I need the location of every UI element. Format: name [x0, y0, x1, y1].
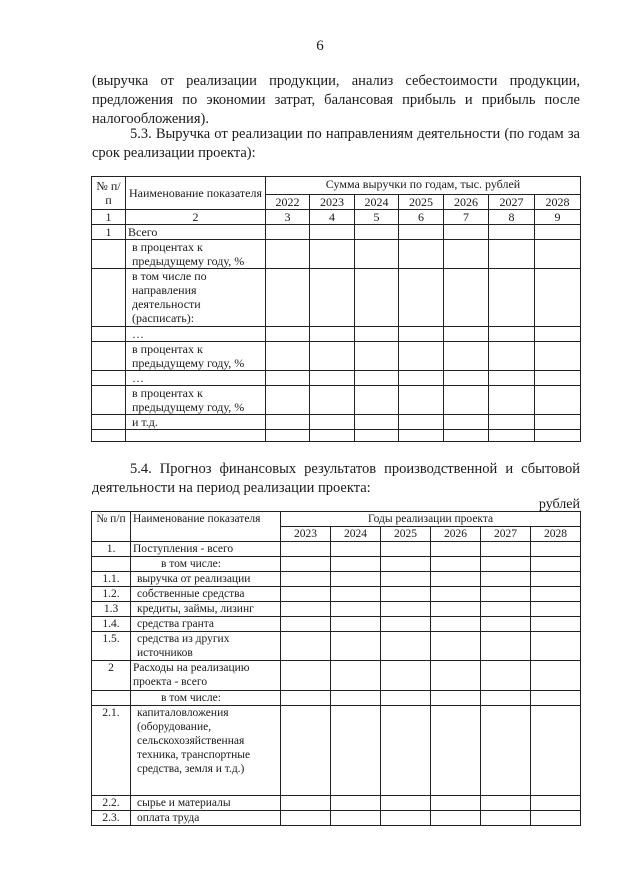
table-row	[92, 386, 581, 415]
row-num: 1.5.	[92, 632, 131, 661]
section-5-4-heading: 5.4. Прогноз финансовых результатов производственной и сбытовой деятельности на период реализации проекта:	[92, 461, 580, 496]
table-row	[92, 587, 581, 602]
row-num	[92, 240, 126, 269]
year-cell: 2024	[355, 195, 399, 210]
colnum-cell: 4	[310, 210, 355, 225]
row-num: 2	[92, 661, 131, 691]
table-row	[92, 572, 581, 587]
row-num	[92, 269, 126, 327]
row-num: 1.2.	[92, 587, 131, 602]
year-cell: 2023	[281, 527, 331, 542]
table-row	[92, 706, 581, 796]
colnum-cell: 7	[444, 210, 489, 225]
row-num: 2.3.	[92, 811, 131, 826]
row-num	[92, 371, 126, 386]
paragraph-intro: (выручка от реализации продукции, анализ себестоимости продукции, предложения по экономии затрат, балансовая прибыль и прибыль после налогообложения).	[92, 73, 580, 127]
row-label: Всего	[126, 225, 266, 240]
row-label: в процентах к предыдущему году, %	[126, 386, 266, 415]
table-row	[92, 661, 581, 691]
year-cell: 2022	[266, 195, 310, 210]
colnum-cell: 2	[126, 210, 266, 225]
year-cell: 2028	[535, 195, 581, 210]
row-num	[92, 327, 126, 342]
table-row	[92, 269, 581, 327]
header-name: Наименование показателя	[126, 177, 266, 210]
row-num: 1.4.	[92, 617, 131, 632]
row-num: 1.1.	[92, 572, 131, 587]
row-label: оплата труда	[131, 811, 281, 826]
year-cell: 2025	[381, 527, 431, 542]
table-row	[92, 811, 581, 826]
colnum-cell: 3	[266, 210, 310, 225]
page-number: 6	[316, 38, 324, 54]
header-sum: Сумма выручки по годам, тыс. рублей	[266, 177, 581, 195]
row-label: капиталовложения (оборудование, сельскохозяйственная техника, транспортные средства, земля и т.д.)	[131, 706, 281, 796]
colnum-cell: 1	[92, 210, 126, 225]
row-label: и т.д.	[126, 415, 266, 430]
row-num	[92, 430, 126, 442]
financial-forecast-table	[91, 511, 581, 826]
year-cell: 2024	[331, 527, 381, 542]
row-label: …	[126, 327, 266, 342]
row-num	[92, 415, 126, 430]
section-5-3-heading: 5.3. Выручка от реализации по направлениям деятельности (по годам за срок реализации проекта):	[92, 126, 580, 161]
colnum-cell: 6	[399, 210, 444, 225]
colnum-cell: 9	[535, 210, 581, 225]
table-row	[92, 632, 581, 661]
row-label: собственные средства	[131, 587, 281, 602]
row-num: 2.2.	[92, 796, 131, 811]
year-cell: 2028	[531, 527, 581, 542]
row-label: Расходы на реализацию проекта - всего	[131, 661, 281, 691]
row-num	[92, 342, 126, 371]
row-num: 1.	[92, 542, 131, 557]
row-num	[92, 691, 131, 706]
row-label: …	[126, 371, 266, 386]
year-cell: 2027	[481, 527, 531, 542]
table-row	[92, 342, 581, 371]
colnum-cell: 5	[355, 210, 399, 225]
header-years: Годы реализации проекта	[281, 512, 581, 527]
year-cell: 2026	[431, 527, 481, 542]
row-num: 1.3	[92, 602, 131, 617]
row-label: средства гранта	[131, 617, 281, 632]
year-cell: 2025	[399, 195, 444, 210]
colnum-cell: 8	[489, 210, 535, 225]
year-cell: 2027	[489, 195, 535, 210]
row-num: 2.1.	[92, 706, 131, 796]
row-num: 1	[92, 225, 126, 240]
table-row	[92, 617, 581, 632]
table-row	[92, 225, 581, 240]
row-label: Поступления - всего	[131, 542, 281, 557]
table-row	[92, 415, 581, 430]
row-label: в том числе по направления деятельности (расписать):	[126, 269, 266, 327]
row-label	[126, 430, 266, 442]
row-label: в том числе:	[131, 691, 281, 706]
header-name: Наименование показателя	[131, 512, 281, 542]
row-num	[92, 386, 126, 415]
year-cell: 2026	[444, 195, 489, 210]
revenue-table	[91, 176, 581, 442]
row-label: кредиты, займы, лизинг	[131, 602, 281, 617]
year-cell: 2023	[310, 195, 355, 210]
row-label: в том числе:	[131, 557, 281, 572]
table-row	[92, 542, 581, 557]
table-row	[92, 602, 581, 617]
row-num	[92, 557, 131, 572]
table-row	[92, 430, 581, 442]
table-row	[92, 796, 581, 811]
unit-label: рублей	[538, 497, 580, 512]
header-num: № п/п	[92, 512, 131, 542]
row-label: сырье и материалы	[131, 796, 281, 811]
table-row	[92, 557, 581, 572]
row-label: в процентах к предыдущему году, %	[126, 240, 266, 269]
row-label: выручка от реализации	[131, 572, 281, 587]
table-row	[92, 240, 581, 269]
header-num: № п/п	[92, 177, 126, 210]
table-row	[92, 371, 581, 386]
row-label: в процентах к предыдущему году, %	[126, 342, 266, 371]
row-label: средства из других источников	[131, 632, 281, 661]
table-row	[92, 327, 581, 342]
table-row	[92, 691, 581, 706]
